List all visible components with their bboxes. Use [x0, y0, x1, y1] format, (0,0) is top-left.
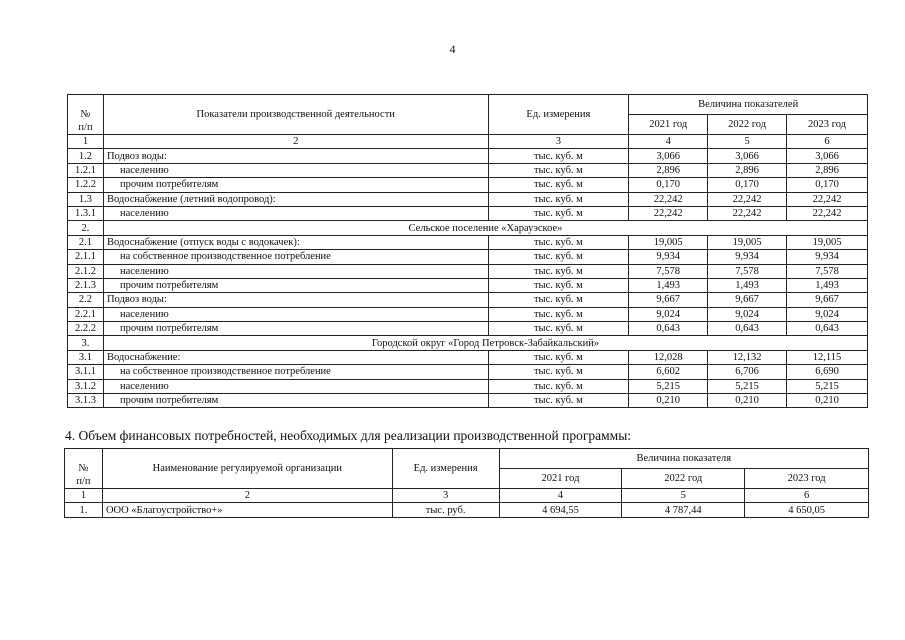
section-row — [68, 336, 868, 350]
table-row — [68, 307, 868, 321]
row-num: 3.1.2 — [68, 379, 104, 393]
row-value-2022: 1,493 — [708, 278, 787, 292]
table-row — [68, 192, 868, 206]
row-value-2022: 19,005 — [708, 235, 787, 249]
row-unit: тыс. куб. м — [488, 293, 629, 307]
row-unit: тыс. куб. м — [488, 192, 629, 206]
header-2023: 2023 год — [787, 115, 868, 135]
header-num: № п/п — [65, 449, 103, 489]
row-unit: тыс. куб. м — [488, 206, 629, 220]
col-number: 6 — [745, 489, 869, 503]
row-value-2023: 22,242 — [787, 206, 868, 220]
col-number: 1 — [65, 489, 103, 503]
row-value-2022: 6,706 — [708, 365, 787, 379]
row-unit: тыс. куб. м — [488, 322, 629, 336]
section-4-heading: 4. Объем финансовых потребностей, необходимых для реализации производственной программы: — [65, 428, 632, 443]
col-number: 5 — [708, 135, 787, 149]
row-value-2021: 22,242 — [629, 206, 708, 220]
row-value-2021: 3,066 — [629, 149, 708, 163]
row-value-2023: 4 650,05 — [745, 503, 869, 517]
row-indicator: Водоснабжение: — [103, 350, 488, 364]
row-unit: тыс. куб. м — [488, 149, 629, 163]
row-value-2023: 5,215 — [787, 379, 868, 393]
col-number: 4 — [629, 135, 708, 149]
header-2021: 2021 год — [629, 115, 708, 135]
table-row — [68, 149, 868, 163]
row-value-2023: 9,934 — [787, 250, 868, 264]
row-num: 3.1.1 — [68, 365, 104, 379]
row-value-2023: 2,896 — [787, 163, 868, 177]
header-unit: Ед. измерения — [392, 449, 499, 489]
row-unit: тыс. куб. м — [488, 350, 629, 364]
table-row — [68, 264, 868, 278]
row-value-2022: 22,242 — [708, 206, 787, 220]
row-value-2023: 9,667 — [787, 293, 868, 307]
table-row — [68, 178, 868, 192]
table-row — [68, 235, 868, 249]
col-number: 5 — [622, 489, 745, 503]
row-value-2022: 5,215 — [708, 379, 787, 393]
row-value-2023: 0,643 — [787, 322, 868, 336]
row-value-2022: 0,643 — [708, 322, 787, 336]
row-value-2023: 7,578 — [787, 264, 868, 278]
row-value-2023: 0,170 — [787, 178, 868, 192]
row-indicator: Подвоз воды: — [103, 149, 488, 163]
row-num: 1.2.2 — [68, 178, 104, 192]
section-title: Сельское поселение «Харауэское» — [103, 221, 867, 235]
row-num: 2.2.2 — [68, 322, 104, 336]
table-row — [65, 503, 869, 517]
row-num: 3.1 — [68, 350, 104, 364]
row-value-2021: 9,934 — [629, 250, 708, 264]
row-value-2022: 0,210 — [708, 394, 787, 408]
row-indicator: прочим потребителям — [103, 322, 488, 336]
row-value-2023: 3,066 — [787, 149, 868, 163]
row-value-2021: 5,215 — [629, 379, 708, 393]
financial-needs-table — [64, 448, 869, 518]
col-number: 3 — [488, 135, 629, 149]
row-value-2021: 0,643 — [629, 322, 708, 336]
row-value-2021: 0,210 — [629, 394, 708, 408]
row-num: 1.3.1 — [68, 206, 104, 220]
row-unit: тыс. куб. м — [488, 379, 629, 393]
table-row — [68, 350, 868, 364]
row-value-2022: 3,066 — [708, 149, 787, 163]
header-2022: 2022 год — [708, 115, 787, 135]
row-indicator: прочим потребителям — [103, 394, 488, 408]
row-value-2021: 9,667 — [629, 293, 708, 307]
row-indicator: Водоснабжение (отпуск воды с водокачек): — [103, 235, 488, 249]
header-unit: Ед. измерения — [488, 95, 629, 135]
row-value-2021: 19,005 — [629, 235, 708, 249]
header-2023: 2023 год — [745, 469, 869, 489]
row-indicator: прочим потребителям — [103, 278, 488, 292]
section-row — [68, 221, 868, 235]
table-row — [68, 379, 868, 393]
page-number: 4 — [449, 42, 456, 56]
row-unit: тыс. куб. м — [488, 365, 629, 379]
row-unit: тыс. куб. м — [488, 163, 629, 177]
row-indicator: населению — [103, 206, 488, 220]
row-indicator: на собственное производственное потребление — [103, 365, 488, 379]
row-num: 2.2 — [68, 293, 104, 307]
row-unit: тыс. куб. м — [488, 278, 629, 292]
row-num: 2.1.2 — [68, 264, 104, 278]
header-num: № п/п — [68, 95, 104, 135]
row-value-2021: 4 694,55 — [499, 503, 622, 517]
row-value-2022: 0,170 — [708, 178, 787, 192]
row-indicator: Подвоз воды: — [103, 293, 488, 307]
row-value-2023: 1,493 — [787, 278, 868, 292]
row-indicator: на собственное производственное потребление — [103, 250, 488, 264]
col-number: 4 — [499, 489, 622, 503]
row-indicator: населению — [103, 264, 488, 278]
row-num: 2.1 — [68, 235, 104, 249]
row-unit: тыс. руб. — [392, 503, 499, 517]
table-row — [68, 278, 868, 292]
section-title: Городской округ «Город Петровск-Забайкальский» — [103, 336, 867, 350]
row-indicator: населению — [103, 379, 488, 393]
header-value-group: Величина показателя — [499, 449, 868, 469]
col-number: 2 — [103, 135, 488, 149]
row-num: 2.2.1 — [68, 307, 104, 321]
row-num: 1.3 — [68, 192, 104, 206]
row-value-2021: 12,028 — [629, 350, 708, 364]
row-num: 2. — [68, 221, 104, 235]
col-number: 2 — [102, 489, 392, 503]
row-value-2022: 9,667 — [708, 293, 787, 307]
header-value-group: Величина показателей — [629, 95, 868, 115]
row-value-2021: 9,024 — [629, 307, 708, 321]
header-indicator: Показатели производственной деятельности — [103, 95, 488, 135]
row-value-2023: 12,115 — [787, 350, 868, 364]
row-indicator: прочим потребителям — [103, 178, 488, 192]
row-num: 1. — [65, 503, 103, 517]
row-num: 1.2 — [68, 149, 104, 163]
table-row — [68, 365, 868, 379]
row-indicator: Водоснабжение (летний водопровод): — [103, 192, 488, 206]
column-numbers-row — [68, 135, 868, 149]
col-number: 1 — [68, 135, 104, 149]
table-row — [68, 163, 868, 177]
row-value-2021: 6,602 — [629, 365, 708, 379]
row-num: 1.2.1 — [68, 163, 104, 177]
row-unit: тыс. куб. м — [488, 250, 629, 264]
row-value-2023: 6,690 — [787, 365, 868, 379]
row-value-2022: 9,934 — [708, 250, 787, 264]
table-row — [68, 394, 868, 408]
row-org-name: ООО «Благоустройство+» — [102, 503, 392, 517]
row-value-2022: 12,132 — [708, 350, 787, 364]
row-unit: тыс. куб. м — [488, 307, 629, 321]
row-value-2021: 22,242 — [629, 192, 708, 206]
row-value-2023: 22,242 — [787, 192, 868, 206]
row-value-2022: 9,024 — [708, 307, 787, 321]
row-value-2022: 4 787,44 — [622, 503, 745, 517]
row-num: 3. — [68, 336, 104, 350]
row-num: 2.1.1 — [68, 250, 104, 264]
row-num: 2.1.3 — [68, 278, 104, 292]
row-value-2023: 0,210 — [787, 394, 868, 408]
row-unit: тыс. куб. м — [488, 235, 629, 249]
table-row — [68, 250, 868, 264]
row-value-2023: 9,024 — [787, 307, 868, 321]
row-value-2021: 7,578 — [629, 264, 708, 278]
row-unit: тыс. куб. м — [488, 178, 629, 192]
row-indicator: населению — [103, 307, 488, 321]
table-row — [68, 322, 868, 336]
header-2021: 2021 год — [499, 469, 622, 489]
production-indicators-table — [67, 94, 868, 408]
row-unit: тыс. куб. м — [488, 394, 629, 408]
row-value-2021: 1,493 — [629, 278, 708, 292]
row-indicator: населению — [103, 163, 488, 177]
table-row — [68, 206, 868, 220]
table-row — [68, 293, 868, 307]
row-value-2022: 22,242 — [708, 192, 787, 206]
col-number: 3 — [392, 489, 499, 503]
row-value-2022: 7,578 — [708, 264, 787, 278]
row-num: 3.1.3 — [68, 394, 104, 408]
header-2022: 2022 год — [622, 469, 745, 489]
header-org: Наименование регулируемой организации — [102, 449, 392, 489]
row-unit: тыс. куб. м — [488, 264, 629, 278]
row-value-2023: 19,005 — [787, 235, 868, 249]
col-number: 6 — [787, 135, 868, 149]
column-numbers-row — [65, 489, 869, 503]
row-value-2021: 2,896 — [629, 163, 708, 177]
row-value-2022: 2,896 — [708, 163, 787, 177]
row-value-2021: 0,170 — [629, 178, 708, 192]
